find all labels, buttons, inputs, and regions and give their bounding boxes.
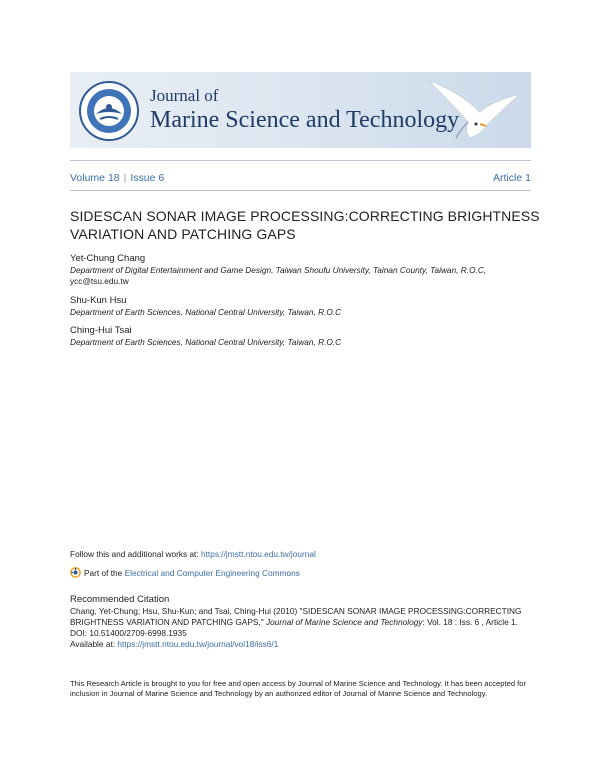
citation-block	[70, 606, 532, 650]
citation-heading: Recommended Citation	[70, 594, 170, 605]
author-affiliation: Department of Earth Sciences, National Central University, Taiwan, R.O.C	[70, 307, 342, 317]
follow-link[interactable]: https://jmstt.ntou.edu.tw/journal	[200, 549, 316, 559]
commons-line	[70, 567, 300, 578]
author-affiliation: Department of Earth Sciences, National Central University, Taiwan, R.O.C	[70, 337, 342, 347]
volume-link[interactable]: Volume 18	[70, 172, 120, 184]
citation-text: Chang, Yet-Chung; Hsu, Shu-Kun; and Tsai, Ching-Hui (2010) "SIDESCAN SONAR IMAGE PROCESSING:CORRECTING BRIGHTNESS VARIATION AND PATCHING GAPS,"	[70, 606, 522, 627]
commons-network-icon	[70, 567, 81, 578]
volume-issue: Volume 18 | Issue 6	[70, 172, 165, 184]
commons-link[interactable]: Electrical and Computer Engineering Commons	[124, 568, 300, 578]
follow-prefix: Follow this and additional works at:	[70, 549, 201, 559]
journal-seal-icon	[78, 80, 140, 142]
seagull-icon	[420, 72, 530, 148]
journal-banner	[70, 72, 531, 148]
header-divider	[70, 160, 531, 161]
issue-link[interactable]: Issue 6	[130, 172, 165, 184]
commons-prefix: Part of the	[84, 568, 125, 578]
article-title: SIDESCAN SONAR IMAGE PROCESSING:CORRECTING BRIGHTNESS VARIATION AND PATCHING GAPS	[70, 208, 540, 242]
journal-title-line2: Marine Science and Technology	[150, 107, 460, 133]
journal-title-line1: Journal of	[150, 86, 219, 105]
author-name: Ching-Hui Tsai	[70, 325, 132, 336]
author-affiliation: Department of Digital Entertainment and Game Design, Taiwan Shoufu University, Tainan County, Taiwan, R.O.C,	[70, 265, 487, 275]
available-link[interactable]: https://jmstt.ntou.edu.tw/journal/vol18/iss6/1	[117, 639, 279, 649]
meta-divider	[70, 190, 531, 191]
available-prefix: Available at:	[70, 639, 118, 649]
author-name: Yet-Chung Chang	[70, 253, 146, 264]
citation-doi: DOI: 10.51400/2709-6998.1935	[70, 628, 187, 638]
author-name: Shu-Kun Hsu	[70, 295, 127, 306]
citation-journal: Journal of Marine Science and Technology	[265, 617, 423, 627]
access-statement: This Research Article is brought to you for free and open access by Journal of Marine Science and Technology. It has been accepted for inclusion in Journal of Marine Science and Technology by an authorized editor of Journal of Marine Science and Technology.	[70, 679, 527, 698]
citation-volume: : Vol. 18 : Iss. 6 , Article 1.	[422, 617, 518, 627]
follow-line	[70, 549, 316, 559]
article-link[interactable]: Article 1	[493, 172, 531, 184]
author-email: ycc@tsu.edu.tw	[70, 276, 129, 286]
